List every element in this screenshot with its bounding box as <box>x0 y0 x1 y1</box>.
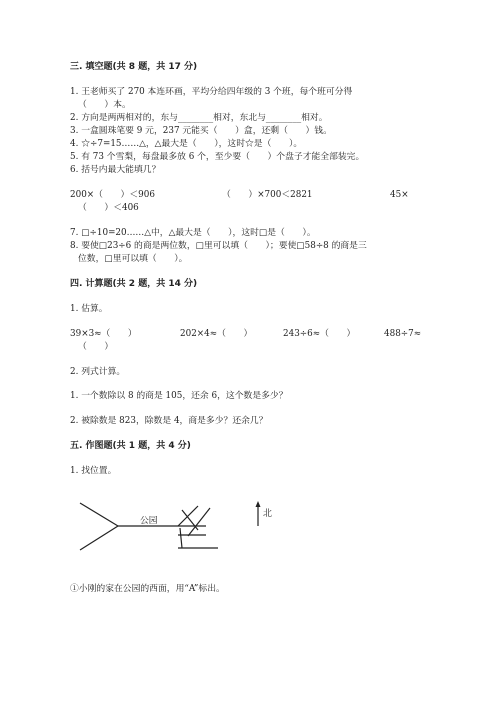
road-lower-diag <box>180 528 182 548</box>
calc-heading: 2. 列式计算。 <box>70 367 126 377</box>
park-label: 公园 <box>140 516 158 526</box>
estimate-c: 243÷6≈（ ） <box>283 329 356 339</box>
estimate-d-cont: （ ） <box>78 342 114 352</box>
road-left-upper <box>80 503 118 526</box>
estimate-b: 202×4≈（ ） <box>180 329 253 339</box>
q8-line1: 8. 要使□23÷6 的商是两位数，□里可以填（ ）；要使□58÷8 的商是三 <box>70 241 367 251</box>
estimate-a: 39×3≈（ ） <box>70 329 137 339</box>
q1-line1: 1. 王老师买了 270 本连环画，平均分给四年级的 3 个班，每个班可分得 <box>70 87 353 97</box>
q4: 4. ☆÷7=15……△，△最大是（ ），这时☆是（ ）。 <box>70 139 303 149</box>
drawing-heading: 1. 找位置。 <box>70 466 117 476</box>
estimate-heading: 1. 估算。 <box>70 304 108 314</box>
q6-item-c: 45× <box>390 190 409 200</box>
q1-line2: （ ）本。 <box>78 100 131 110</box>
q6-item-b: （ ）×700＜2821 <box>222 190 313 200</box>
q5: 5. 有 73 个雪梨，每盘最多放 6 个，至少要（ ）个盘子才能全部装完。 <box>70 152 365 162</box>
north-arrow-head <box>256 501 261 507</box>
estimate-d: 488÷7≈ <box>384 329 422 339</box>
q2: 2. 方向是两两相对的，东与________相对，东北与________相对。 <box>70 113 328 123</box>
q7: 7. □÷10=20……△中，△最大是（ ），这时□是（ ）。 <box>70 228 316 238</box>
q8-line2: 位数，□里可以填（ ）。 <box>78 254 188 264</box>
section4-title: 四. 计算题(共 2 题，共 14 分) <box>70 279 198 289</box>
road-right-diag-1 <box>178 506 198 526</box>
calc-problem-1: 1. 一个数除以 8 的商是 105，还余 6，这个数是多少？ <box>70 391 288 401</box>
q6: 6. 括号内最大能填几？ <box>70 165 161 175</box>
road-left-lower <box>80 526 118 550</box>
drawing-instruction: ①小刚的家在公园的西面，用“A”标出。 <box>70 584 225 594</box>
location-map <box>70 498 370 558</box>
q6-item-c-cont: （ ）＜406 <box>78 203 139 213</box>
q6-item-a: 200×（ ）＜906 <box>70 190 155 200</box>
north-label: 北 <box>263 509 273 519</box>
section5-title: 五. 作图题(共 1 题，共 4 分) <box>70 441 191 451</box>
q3: 3. 一盒圆珠笔要 9 元，237 元能买（ ）盒，还剩（ ）钱。 <box>70 126 332 136</box>
calc-problem-2: 2. 被除数是 823，除数是 4，商是多少？还余几？ <box>70 416 268 426</box>
section3-title: 三. 填空题(共 8 题，共 17 分) <box>70 62 198 72</box>
